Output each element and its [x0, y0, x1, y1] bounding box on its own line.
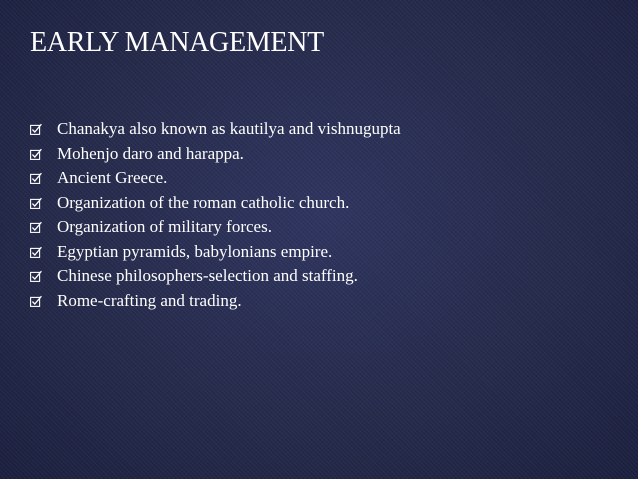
bullet-item [30, 191, 401, 216]
bullet-item [30, 264, 401, 289]
bullet-item [30, 289, 401, 314]
bullet-text: Organization of military forces. [57, 217, 272, 237]
bullet-text: Mohenjo daro and harappa. [57, 143, 244, 163]
bullet-item [30, 142, 401, 167]
checkmark-box-icon [30, 197, 42, 209]
bullet-text: Egyptian pyramids, babylonians empire. [57, 241, 333, 261]
bullet-text: Organization of the roman catholic church. [57, 192, 350, 212]
bullet-item [30, 215, 401, 240]
bullet-item [30, 117, 401, 142]
bullet-text: Chinese philosophers-selection and staffing. [57, 266, 358, 286]
bullet-list [30, 117, 401, 313]
bullet-item [30, 240, 401, 265]
bullet-item [30, 166, 401, 191]
checkmark-box-icon [30, 221, 42, 233]
checkmark-box-icon [30, 246, 42, 258]
bullet-text: Chanakya also known as kautilya and vishnugupta [57, 119, 401, 139]
bullet-text: Rome-crafting and trading. [57, 290, 242, 310]
checkmark-box-icon [30, 270, 42, 282]
bullet-text: Ancient Greece. [57, 168, 168, 188]
checkmark-box-icon [30, 295, 42, 307]
checkmark-box-icon [30, 123, 42, 135]
checkmark-box-icon [30, 172, 42, 184]
slide-title: EARLY MANAGEMENT [30, 27, 324, 58]
checkmark-box-icon [30, 148, 42, 160]
